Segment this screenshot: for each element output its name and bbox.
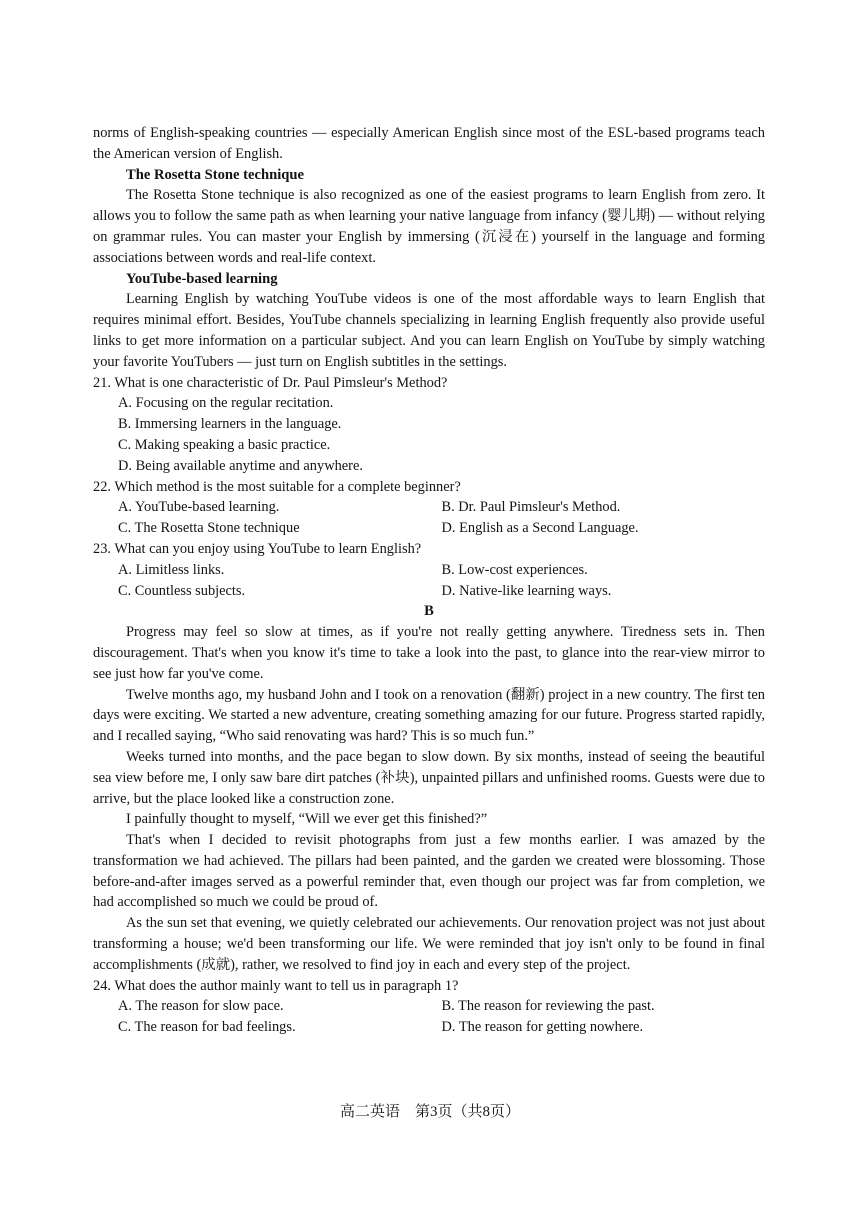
question-23 (93, 539, 765, 601)
question-21-stem: 21. What is one characteristic of Dr. Paul Pimsleur's Method? (93, 374, 448, 391)
question-24-stem: 24. What does the author mainly want to tell us in paragraph 1? (93, 977, 459, 994)
passage-b-paragraph-1: Progress may feel so slow at times, as if you're not really getting anywhere. Tiredness sets in. Then discouragement. That's when you know it's time to take a look into the past, to glance into the rear-view mirror to see just how far you've come. (93, 624, 765, 682)
passage-b-paragraph-2: Twelve months ago, my husband John and I took on a renovation (翻新) project in a new country. The first ten days were exciting. We started a new adventure, creating something amazing for our future. Progress started rapidly, and I recalled saying, “Who said renovating was hard? This is so much fun.” (93, 686, 765, 745)
question-24 (93, 976, 765, 1038)
question-22-options (93, 497, 765, 539)
passage-b-paragraph-6: As the sun set that evening, we quietly celebrated our achievements. Our renovation project was not just about transforming a house; we'd been transforming our life. We were reminded that joy isn't only to be found in final accomplishments (成就), rather, we resolved to find joy in each and every step of the project. (93, 915, 765, 973)
question-22 (93, 477, 765, 539)
option-21-c: C. Making speaking a basic practice. (118, 436, 331, 453)
question-21-options (93, 393, 765, 476)
option-23-c: C. Countless subjects. (118, 582, 246, 599)
intro-continuation: norms of English-speaking countries — especially American English since most of the ESL-based programs teach the American version of English. (93, 125, 765, 162)
option-23-d: D. Native-like learning ways. (441, 582, 612, 599)
option-23-a: A. Limitless links. (118, 561, 225, 578)
section-b-label: B (424, 603, 434, 620)
option-24-c: C. The reason for bad feelings. (118, 1019, 296, 1036)
youtube-heading: YouTube-based learning (126, 270, 278, 287)
option-23-b: B. Low-cost experiences. (441, 561, 588, 578)
passage-b-paragraph-5: That's when I decided to revisit photographs from just a few months earlier. I was amazed by the transformation we had achieved. The pillars had been painted, and the garden we created were blossoming. Those before-and-after images served as a powerful reminder that, even though our project was far from completion, we had accomplished so much we could be proud of. (93, 832, 765, 911)
question-21 (93, 373, 765, 477)
option-22-d: D. English as a Second Language. (441, 520, 639, 537)
passage-b-paragraph-3: Weeks turned into months, and the pace began to slow down. By six months, instead of seeing the beautiful sea view before me, I only saw bare dirt patches (补块), unpainted pillars and unfinished rooms. Guests were due to arrive, but the place looked like a construction zone. (93, 748, 765, 807)
option-22-a: A. YouTube-based learning. (118, 499, 280, 516)
option-24-a: A. The reason for slow pace. (118, 998, 284, 1015)
passage-b-paragraph-4: I painfully thought to myself, “Will we ever get this finished?” (126, 811, 488, 828)
option-21-b: B. Immersing learners in the language. (118, 416, 342, 433)
question-23-stem: 23. What can you enjoy using YouTube to learn English? (93, 540, 422, 557)
page-content (93, 123, 765, 1038)
option-21-a: A. Focusing on the regular recitation. (118, 395, 334, 412)
question-24-options (93, 996, 765, 1038)
youtube-paragraph: Learning English by watching YouTube videos is one of the most affordable ways to learn English that requires minimal effort. Besides, YouTube channels specializing in learning English frequently also provide useful links to get more information on a particular subject. And you can learn English on YouTube by simply watching your favorite YouTubers — just turn on English subtitles in the settings. (93, 291, 765, 370)
question-22-stem: 22. Which method is the most suitable for a complete beginner? (93, 478, 461, 495)
option-22-c: C. The Rosetta Stone technique (118, 520, 300, 537)
page-footer: 高二英语 第3页（共8页） (339, 1104, 520, 1120)
option-22-b: B. Dr. Paul Pimsleur's Method. (441, 499, 621, 516)
rosetta-paragraph: The Rosetta Stone technique is also recognized as one of the easiest programs to learn English from zero. It allows you to follow the same path as when learning your native language from infancy (婴儿期) — without relying on grammar rules. You can master your English by immersing (沉浸在) yourself in the language and forming associations between words and real-life context. (93, 187, 765, 266)
rosetta-heading: The Rosetta Stone technique (126, 166, 304, 183)
option-21-d: D. Being available anytime and anywhere. (118, 457, 363, 474)
option-24-d: D. The reason for getting nowhere. (441, 1019, 644, 1036)
question-23-options (93, 560, 765, 602)
option-24-b: B. The reason for reviewing the past. (441, 998, 655, 1015)
